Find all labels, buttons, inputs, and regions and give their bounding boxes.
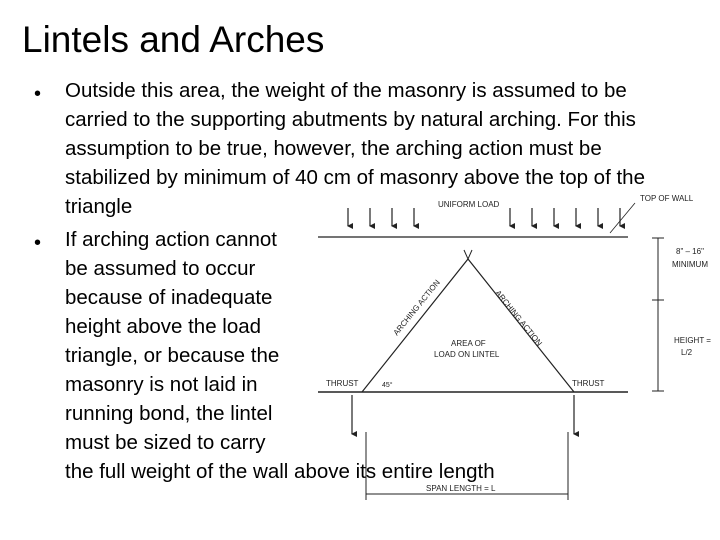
arching-action-right-label: ARCHING ACTION	[493, 288, 544, 348]
bullet-1-line-1: Outside this area, the weight of the masonry is assumed to be	[65, 79, 627, 102]
thrust-right-label: THRUST	[572, 379, 605, 388]
angle-label: 45°	[382, 382, 393, 389]
bullet-1-marker: •	[34, 83, 42, 105]
bullet-1-line-2: carried to the supporting abutments by natural arching. For this	[65, 108, 636, 131]
area-label-2: LOAD ON LINTEL	[434, 350, 500, 359]
area-label-1: AREA OF	[451, 339, 486, 348]
bullet-2-line-8: must be sized to carry	[65, 431, 266, 454]
bullet-2-line-9: the full weight of the wall above its entire length	[65, 460, 495, 483]
bullet-2-line-6: masonry is not laid in	[65, 373, 258, 396]
thrust-left-label: THRUST	[326, 379, 359, 388]
bullet-2-line-4: height above the load	[65, 315, 262, 338]
uniform-load-arrows	[348, 208, 620, 226]
top-of-wall-leader	[610, 203, 635, 233]
bullet-2-marker: •	[34, 232, 42, 254]
bullet-2-line-3: because of inadequate	[65, 286, 273, 309]
slide-title: Lintels and Arches	[22, 19, 325, 60]
load-triangle	[362, 259, 574, 392]
arching-action-left-label: ARCHING ACTION	[391, 278, 442, 338]
bullet-1-line-5: triangle	[65, 195, 133, 218]
uniform-load-label: UNIFORM LOAD	[438, 200, 500, 209]
bullet-2-line-1: If arching action cannot	[65, 228, 277, 251]
bullet-2-line-7: running bond, the lintel	[65, 402, 273, 425]
bullet-2-line-2: be assumed to occur	[65, 257, 256, 280]
top-of-wall-label: TOP OF WALL	[640, 194, 694, 203]
bullet-1-line-3: assumption to be true, however, the arching action must be	[65, 137, 602, 160]
minimum-height-label: MINIMUM	[672, 260, 708, 269]
height-value: L/2	[681, 348, 693, 357]
height-label: HEIGHT =	[674, 336, 711, 345]
minimum-height-value: 8" – 16"	[676, 247, 704, 256]
bullet-1-line-4: stabilized by minimum of 40 cm of masonry above the top of the	[65, 166, 645, 189]
span-length-label: SPAN LENGTH = L	[426, 484, 496, 493]
bullet-2-line-5: triangle, or because the	[65, 344, 280, 367]
